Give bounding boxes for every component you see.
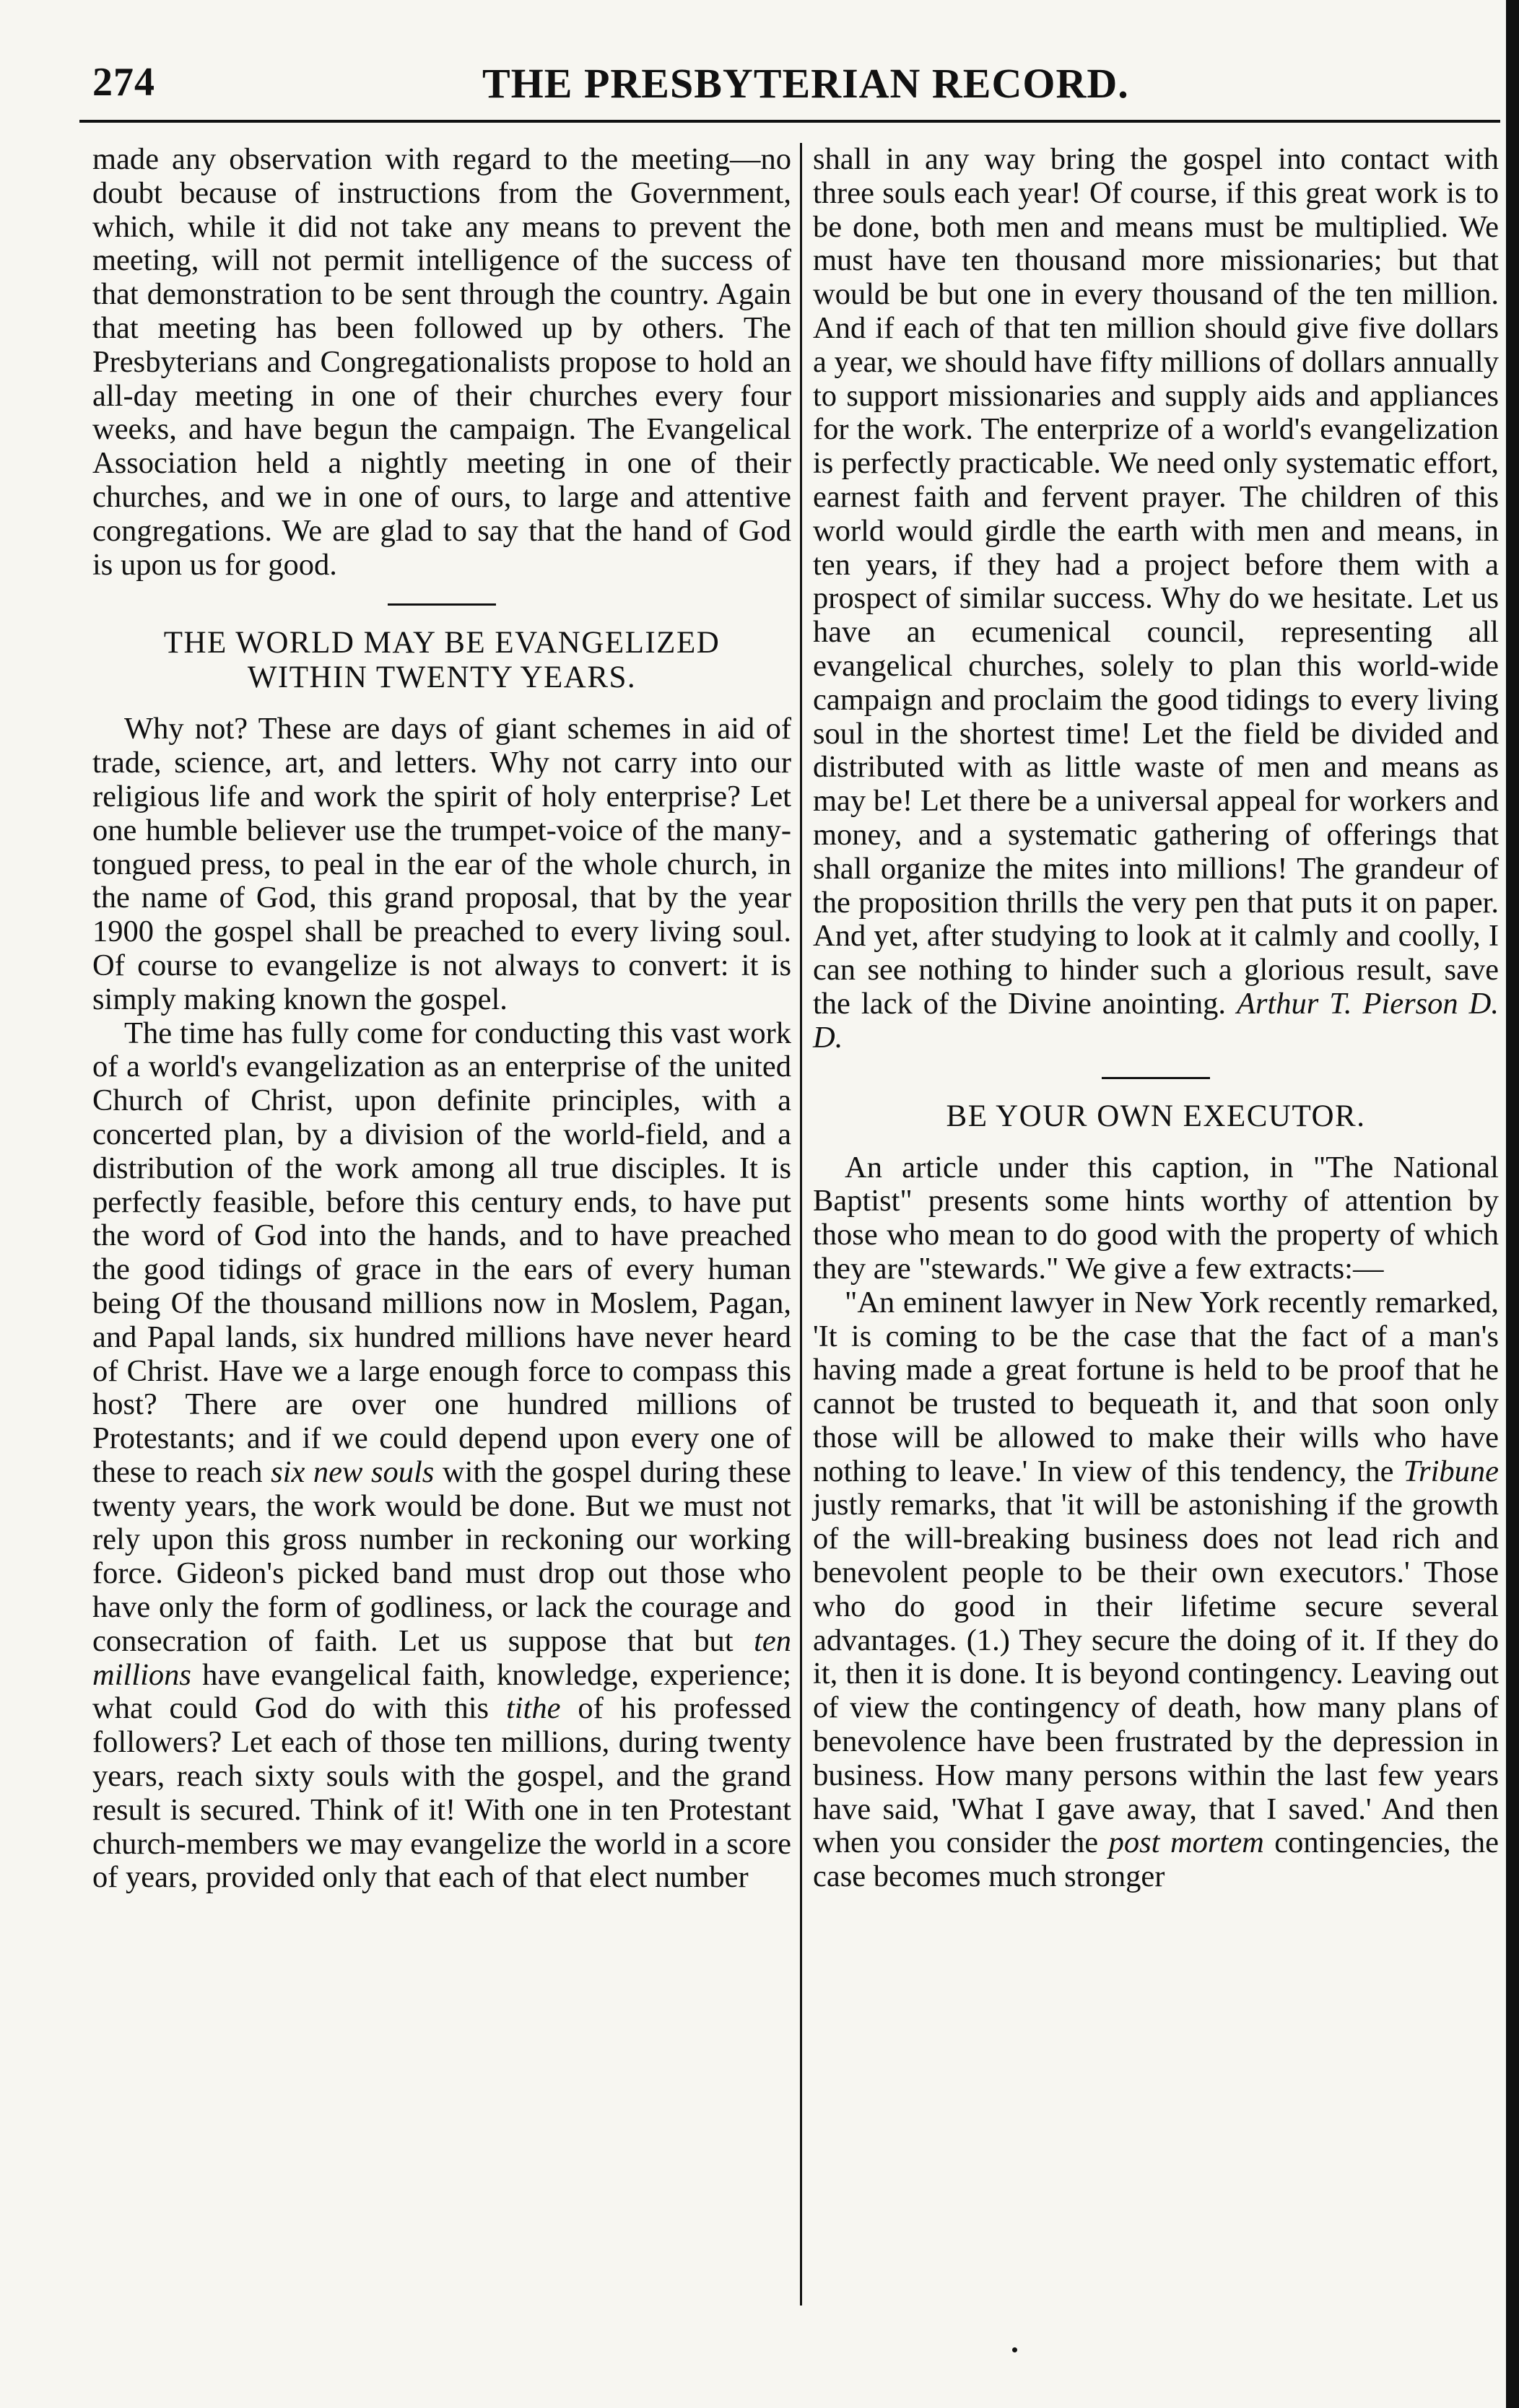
author-signature: Arthur T. Pierson D. D.	[813, 986, 1499, 1055]
article-paragraph-2	[813, 1286, 1499, 1894]
column-divider	[800, 143, 802, 2306]
text-run: contingencies, the case becomes much stronger	[813, 1825, 1499, 1894]
article-heading	[92, 626, 791, 695]
text-run: of his professed followers? Let each of those ten millions, during twenty years, reach sixty souls with the gospel, and the grand result is secured. Think of it! With one in ten Protestant church-members we may evangelize the world in a score of years, provided only that each of that elect number	[92, 1691, 791, 1895]
italic-text-run: tithe	[505, 1691, 561, 1726]
italic-text-run: post mortem	[1108, 1825, 1264, 1860]
article-paragraph-1: An article under this caption, in "The National Baptist" presents some hints worthy of attention by those who mean to do good with the property of which they are "stewards." We give a few extracts:—	[813, 1150, 1499, 1286]
journal-title: THE PRESBYTERIAN RECORD.	[482, 60, 1129, 107]
left-column	[92, 143, 791, 1895]
text-run: have evangelical faith, knowledge, experience; what could God do with this	[92, 1657, 791, 1726]
section-rule	[388, 603, 496, 606]
right-column	[813, 143, 1499, 1894]
article-paragraph-1: Why not? These are days of giant schemes in aid of trade, science, art, and letters. Why not carry into our religious life and work the spirit of holy enterprise? Let one humble believer use the trumpet-voice of the many-tongued press, to peal in the ear of the whole church, in the name of God, this grand proposal, that by the year 1900 the gospel shall be preached to every living soul. Of course to evangelize is not always to convert: it is simply making known the gospel.	[92, 712, 791, 1016]
header-rule	[79, 120, 1500, 123]
continued-paragraph	[813, 143, 1499, 1055]
text-run: "An eminent lawyer in New York recently remarked, 'It is coming to be the case that the fact of a man's having made a great fortune is held to be proof that he cannot be trusted to bequeath it, and that soon only those will be allowed to make their wills who have nothing to leave.' In view of this tendency, the	[813, 1285, 1499, 1488]
text-run: shall in any way bring the gospel into contact with three souls each year! Of course, if this great work is to be done, both men and means must be multiplied. We must have ten thousand more missionaries; but that would be but one in every thousand of the ten million. And if each of that ten million should give five dollars a year, we should have fifty millions of dollars annually to support missionaries and supply aids and appliances for the work. The enterprize of a world's evangelization is perfectly practicable. We need only systematic effort, earnest faith and fervent prayer. The children of this world would girdle the earth with men and means, in ten years, if they had a project before them with a prospect of similar success. Why do we hesitate. Let us have an ecumenical council, representing all evangelical churches, solely to plan this world-wide campaign and proclaim the good tidings to every living soul in the shortest time! Let the field be divided and distributed with as little waste of men and means as may be! Let there be a universal appeal for workers and money, and a systematic gathering of offerings that shall organize the mites into millions! The grandeur of the proposition thrills the very pen that puts it on paper. And yet, after studying to look at it calmly and coolly, I can see nothing to hinder such a glorious result, save the lack of the Divine anointing.	[813, 142, 1499, 1021]
binding-edge	[1506, 0, 1519, 2408]
article-paragraph-2	[92, 1017, 791, 1896]
section-rule	[1102, 1077, 1210, 1079]
stray-dot	[1012, 2347, 1017, 2352]
text-run: justly remarks, that 'it will be astonishing if the growth of the will-breaking business does not lead rich and benevolent people to be their own executors.' Those who do good in their lifetime secure several advantages. (1.) They secure the doing of it. If they do it, then it is done. It is beyond contingency. Leaving out of view the contingency of death, how many plans of benevolence have been frustrated by the depression in business. How many persons within the last few years have said, 'What I gave away, that I saved.' And then when you consider the	[813, 1488, 1499, 1860]
article-heading-line1: THE WORLD MAY BE EVANGELIZED	[163, 626, 721, 660]
article-heading: BE YOUR OWN EXECUTOR.	[946, 1099, 1366, 1133]
text-run: with the gospel during these twenty years, the work would be done. But we must not rely upon this gross number in reckoning our working force. Gideon's picked band must drop out those who have only the form of godliness, or lack the courage and consecration of faith. Let us suppose that but	[92, 1454, 791, 1658]
italic-text-run: Tribune	[1403, 1454, 1499, 1488]
page-number: 274	[92, 60, 155, 105]
italic-text-run: ten millions	[92, 1623, 791, 1692]
text-run: The time has fully come for conducting this vast work of a world's evangelization as an enterprise of the united Church of Christ, upon definite principles, with a concerted plan, by a division of the world-field, and a distribution of the work among all true disciples. It is perfectly feasible, before this century ends, to have put the word of God into the hands, and to have preached the good tidings of grace in the ears of every human being Of the thousand millions now in Moslem, Pagan, and Papal lands, six hundred millions have never heard of Christ. Have we a large enough force to compass this host? There are over one hundred millions of Protestants; and if we could depend upon every one of these to reach	[92, 1016, 791, 1489]
article-heading-line2: WITHIN TWENTY YEARS.	[247, 660, 637, 695]
running-head	[92, 59, 1500, 117]
continued-paragraph: made any observation with regard to the meeting—no doubt because of instructions from the Government, which, while it did not take any means to prevent the meeting, will not permit intelligence of the success of that demonstration to be sent through the country. Again that meeting has been followed up by others. The Presbyterians and Congregationalists propose to hold an all-day meeting in one of their churches every four weeks, and have begun the campaign. The Evangelical Association held a nightly meeting in one of their churches, and we in one of ours, to large and attentive congregations. We are glad to say that the hand of God is upon us for good.	[92, 142, 791, 582]
italic-text-run: six new souls	[271, 1454, 435, 1489]
